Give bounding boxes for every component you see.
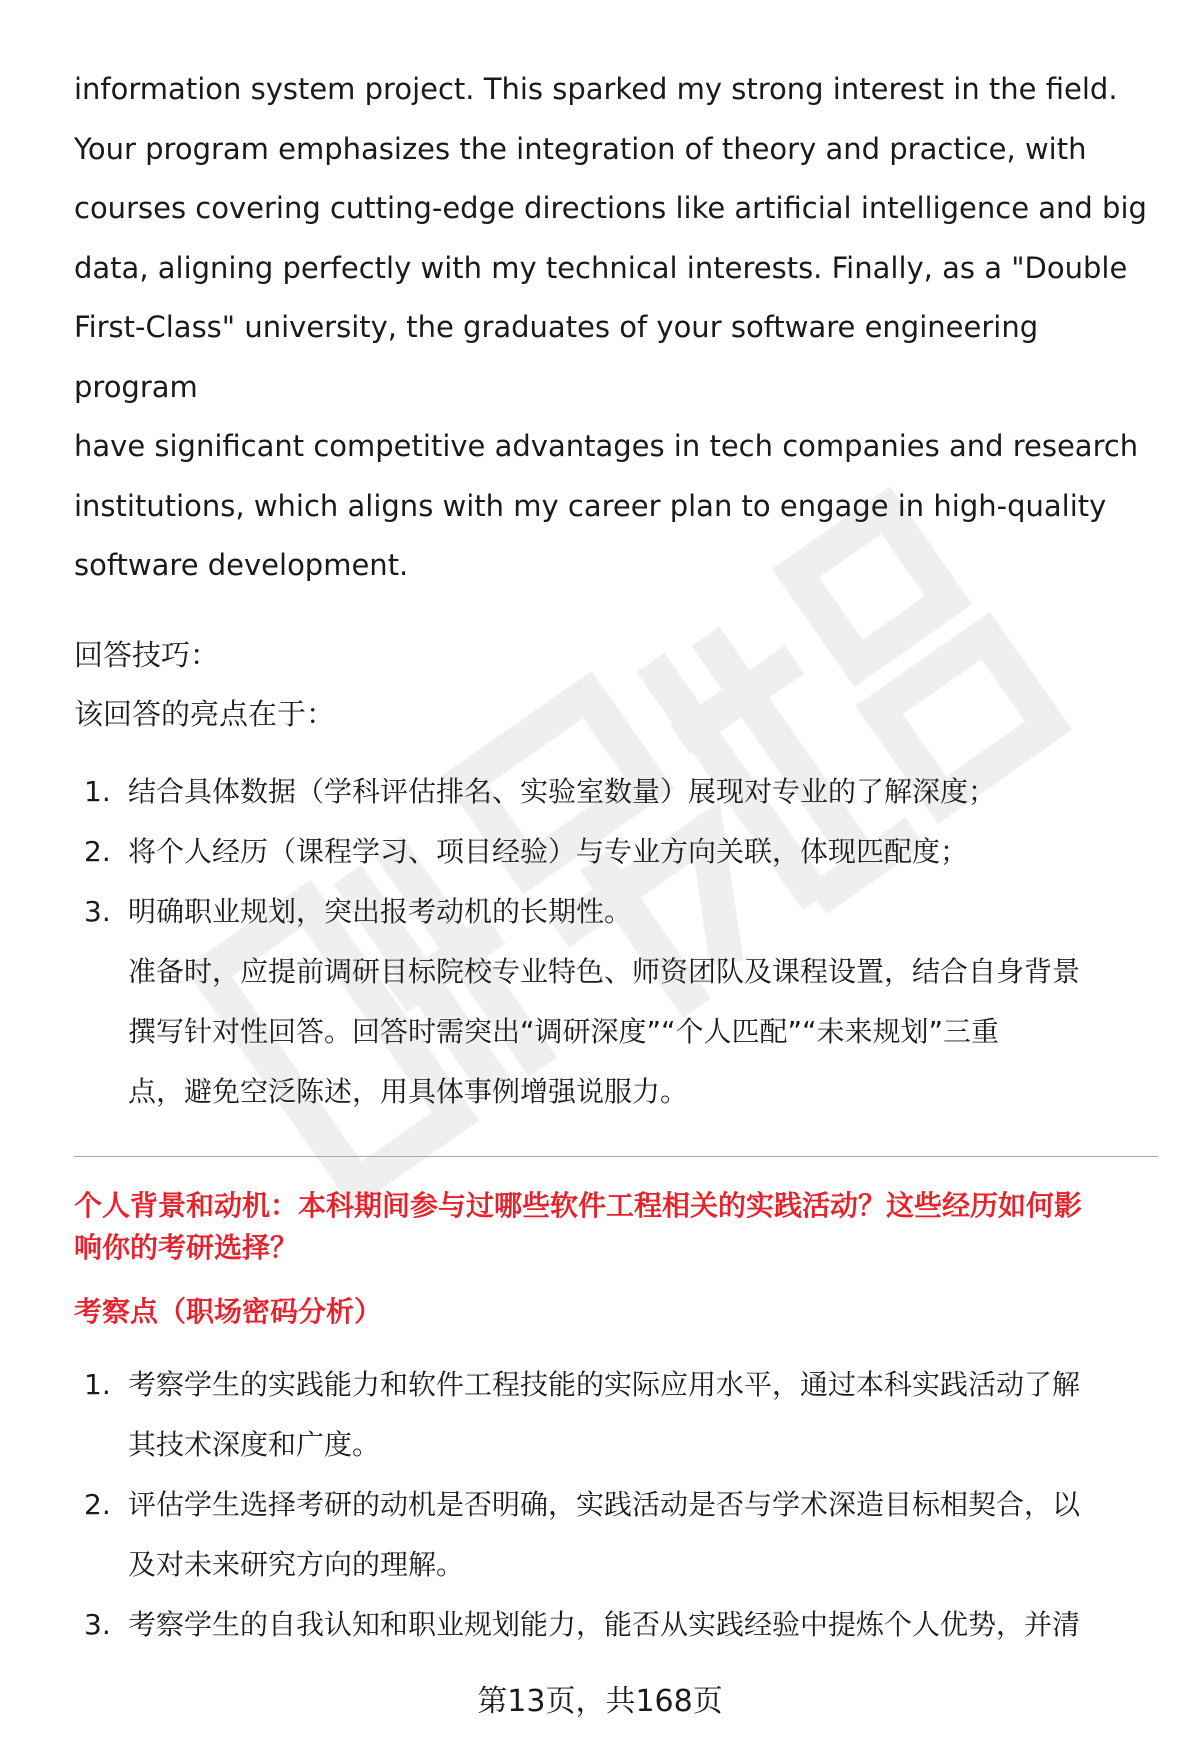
list-item-text: 将个人经历（课程学习、项目经验）与专业方向关联，体现匹配度；	[128, 834, 969, 868]
list-item-text: 考察学生的自我认知和职业规划能力，能否从实践经验中提炼个人优势，并清	[128, 1607, 1081, 1641]
list-item	[74, 822, 1154, 882]
intro-line: institutions, which aligns with my career plan to engage in high-quality	[74, 488, 1107, 523]
intro-line: software development.	[74, 548, 409, 582]
list-item	[74, 882, 1154, 942]
intro-line: courses covering cutting-edge directions like artificial intelligence and big	[74, 191, 1147, 225]
intro-line: information system project. This sparked my strong interest in the field.	[74, 72, 1118, 106]
list-number: 2.	[84, 834, 111, 868]
list-item	[74, 1355, 1154, 1475]
question-line: 个人背景和动机：本科期间参与过哪些软件工程相关的实践活动？这些经历如何影	[74, 1188, 1083, 1222]
highlights-label: 该回答的亮点在于：	[74, 696, 336, 731]
list-item-text: 其技术深度和广度。	[128, 1427, 381, 1461]
prep-note	[74, 942, 1154, 1122]
intro-line: data, aligning perfectly with my technical interests. Finally, as a "Double	[74, 250, 1128, 285]
list-item-text: 考察学生的实践能力和软件工程技能的实际应用水平，通过本科实践活动了解	[128, 1367, 1081, 1401]
list-item-text: 评估学生选择考研的动机是否明确，实践活动是否与学术深造目标相契合，以	[128, 1487, 1081, 1521]
highlights-list	[74, 762, 1154, 942]
list-item-text: 结合具体数据（学科评估排名、实验室数量）展现对专业的了解深度；	[128, 774, 997, 808]
tips-label: 回答技巧：	[74, 637, 220, 672]
prep-note-line: 点，避免空泛陈述，用具体事例增强说服力。	[128, 1074, 689, 1108]
assessment-list	[74, 1355, 1154, 1655]
list-number: 3.	[84, 1607, 111, 1641]
intro-line: Your program emphasizes the integration of theory and practice, with	[74, 131, 1087, 166]
page-number-footer: 第13页，共168页	[477, 1684, 723, 1719]
list-number: 1.	[84, 774, 111, 808]
assessment-heading: 考察点（职场密码分析）	[74, 1294, 383, 1328]
intro-line: have significant competitive advantages in tech companies and research	[74, 429, 1139, 463]
list-number: 3.	[84, 894, 111, 928]
prep-note-line: 准备时，应提前调研目标院校专业特色、师资团队及课程设置，结合自身背景	[128, 954, 1081, 988]
list-item-text: 明确职业规划，突出报考动机的长期性。	[128, 894, 633, 928]
page-content	[74, 60, 1154, 1655]
list-number: 1.	[84, 1367, 111, 1401]
question-heading	[74, 1185, 1154, 1269]
list-item	[74, 1475, 1154, 1595]
question-line: 响你的考研选择？	[74, 1230, 299, 1264]
intro-line: First-Class" university, the graduates of your software engineering program	[74, 310, 1039, 404]
list-item	[74, 1595, 1154, 1655]
intro-paragraph	[74, 60, 1154, 596]
list-item	[74, 762, 1154, 822]
section-divider	[74, 1156, 1158, 1157]
list-number: 2.	[84, 1487, 111, 1521]
prep-note-line: 撰写针对性回答。回答时需突出“调研深度”“个人匹配”“未来规划”三重	[128, 1014, 1000, 1048]
list-item-text: 及对未来研究方向的理解。	[128, 1547, 465, 1581]
